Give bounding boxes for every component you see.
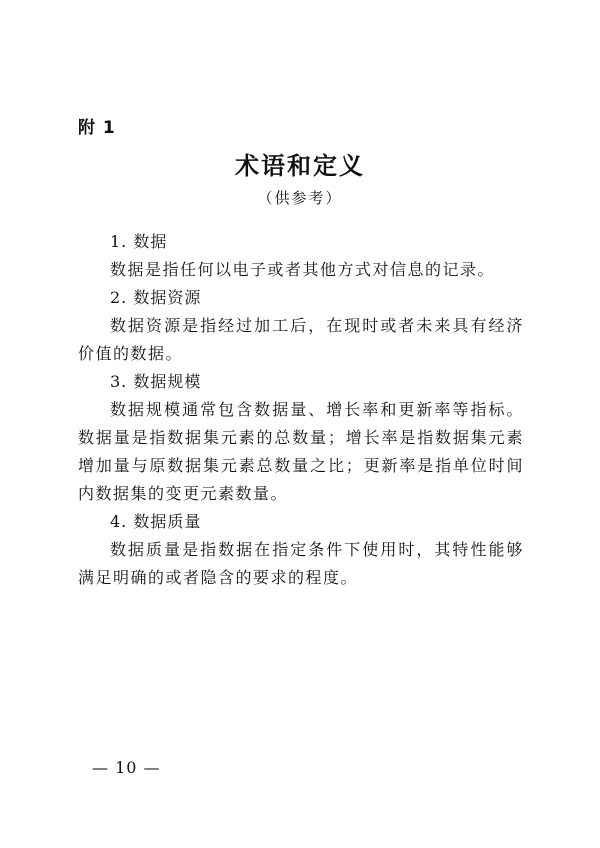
paragraph-line: 数据是指任何以电子或者其他方式对信息的记录。 — [110, 260, 496, 279]
page-number: — 10 — — [92, 758, 161, 777]
section-paragraph — [78, 256, 524, 284]
paragraph-line: 据集元素总数量之比；更新率是指单位时间内数据集的变更元素 — [78, 456, 524, 503]
page-subtitle: （供参考） — [257, 189, 343, 207]
paragraph-line: 确的或者隐含的要求的程度。 — [130, 568, 359, 587]
paragraph-line: 数据规模通常包含数据量、增长率和更新率等指标。数据量 — [78, 400, 524, 447]
section-heading: 1. 数据 — [110, 232, 168, 251]
attachment-label: 附 1 — [78, 118, 116, 138]
section-heading: 2. 数据资源 — [110, 288, 202, 307]
section-paragraph — [78, 396, 524, 508]
paragraph-line: 数据资源是指经过加工后，在现时或者未来具有经济价值的 — [78, 316, 524, 363]
section-paragraph — [78, 312, 524, 368]
paragraph-line: 数据。 — [130, 344, 184, 363]
paragraph-line: 数量。 — [235, 484, 289, 503]
page-title: 术语和定义 — [235, 151, 365, 180]
section-heading: 3. 数据规模 — [110, 372, 202, 391]
paragraph-line: 是指数据集元素的总数量；增长率是指数据集元素增加量与原数 — [78, 428, 524, 475]
section-paragraph — [78, 536, 524, 592]
section-heading: 4. 数据质量 — [110, 512, 202, 531]
document-body — [78, 228, 524, 592]
paragraph-line: 数据质量是指数据在指定条件下使用时，其特性能够满足明 — [78, 540, 524, 587]
